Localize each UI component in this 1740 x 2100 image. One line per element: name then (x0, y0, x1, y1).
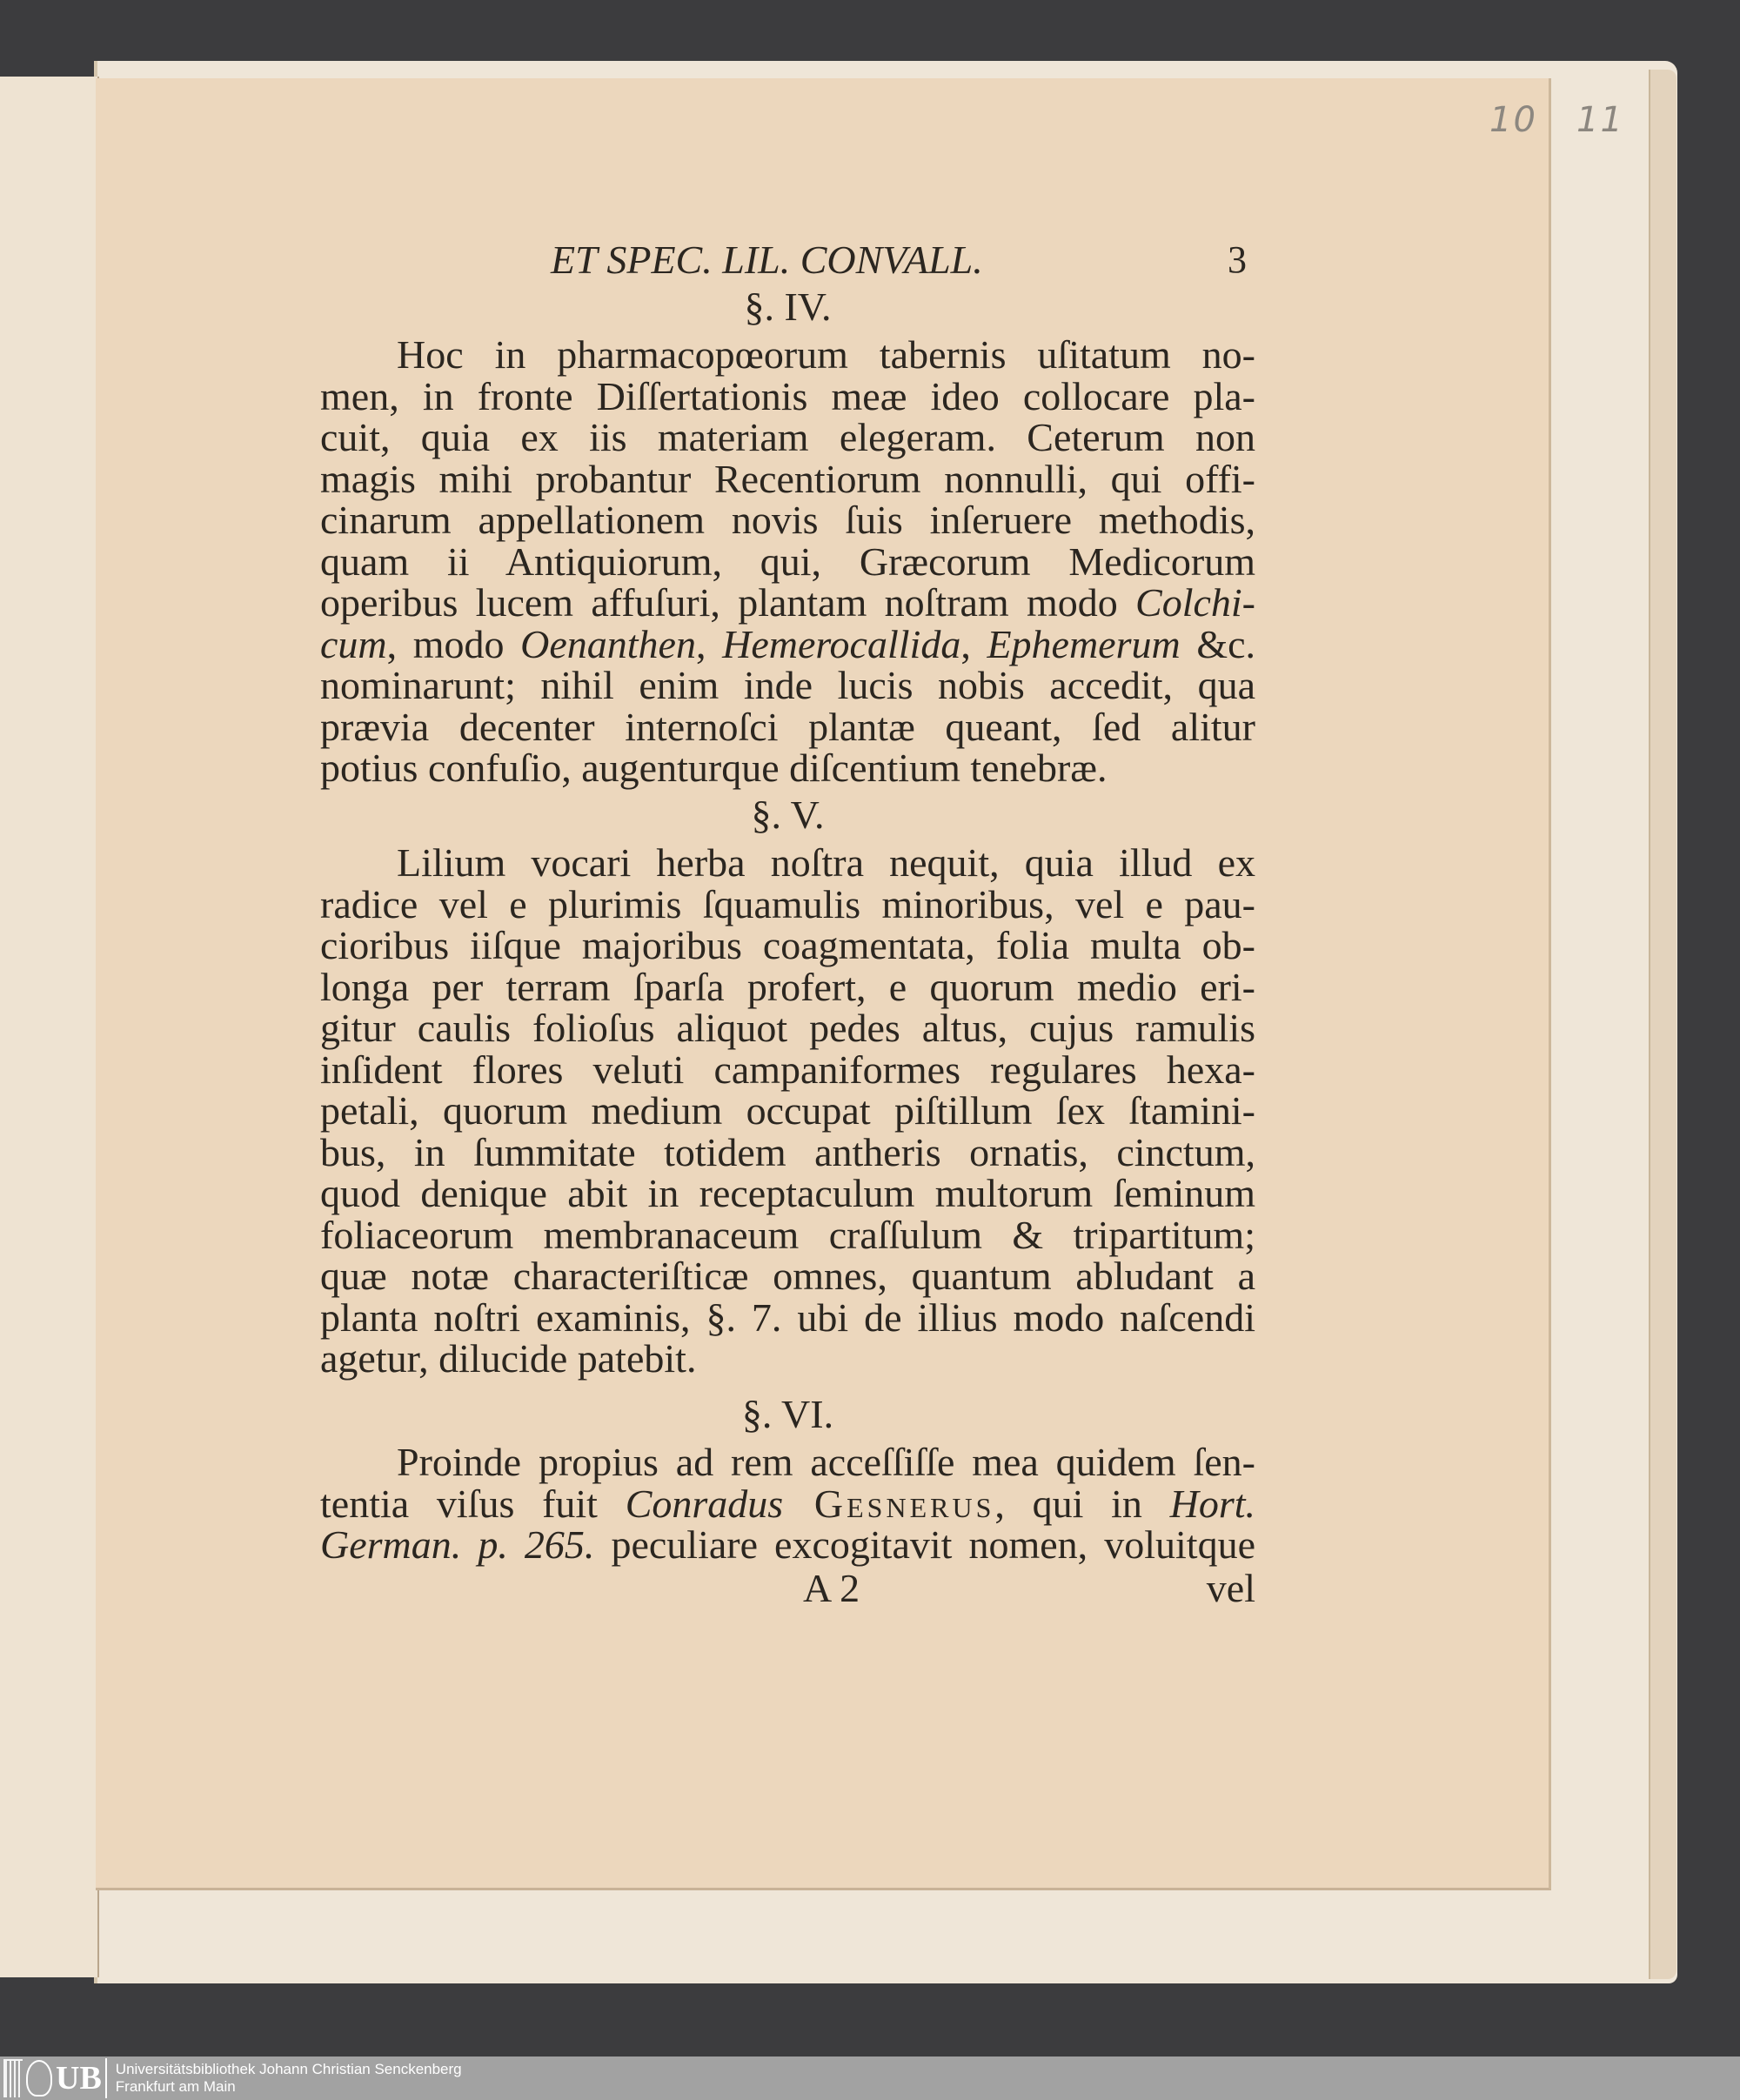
institution-name: Universitätsbibliothek Johann Christian Senckenberg (115, 2061, 462, 2077)
page-text (320, 239, 1255, 1608)
page-number: 3 (1228, 238, 1247, 281)
author-firstname: Conradus (625, 1481, 784, 1526)
section-iv-body (320, 334, 1255, 789)
italic-term: cum (320, 621, 387, 666)
section-vi-body (320, 1441, 1255, 1566)
pencil-folio-mark: 10 (1489, 100, 1537, 140)
text-line: quæ notæ characteriſticæ omnes, quantum abludant a (320, 1254, 1255, 1298)
italic-term: Oenanthen (520, 621, 696, 666)
italic-term: Colchi- (1135, 580, 1255, 625)
facing-page-strip (0, 77, 99, 1977)
italic-term: Ephemerum (987, 621, 1181, 666)
text-line: quam ii Antiquiorum, qui, Græcorum Medicorum (320, 538, 1255, 584)
citation: Hort. (1169, 1481, 1256, 1526)
citation: German. p. 265. (320, 1522, 595, 1567)
text-line: cioribus iiſque majoribus coagmentata, folia multa ob- (320, 923, 1255, 967)
text-line: operibus lucem affuſuri, plantam noſtram modo Colchi- (320, 580, 1255, 625)
text-line: petali, quorum medium occupat piſtillum ſex ſtamini- (320, 1088, 1255, 1133)
text-run: tentia viſus fuit (320, 1481, 626, 1526)
text-run: , qui in (994, 1481, 1170, 1526)
text-line: agetur, dilucide patebit. (320, 1336, 697, 1381)
sheet-edge (1649, 70, 1676, 1979)
text-line: inſident flores veluti campaniformes regulares hexa- (320, 1047, 1255, 1092)
text-line: Proinde propius ad rem acceſſiſſe mea quidem ſen- (397, 1440, 1255, 1484)
text-line: gitur caulis folioſus aliquot pedes altus, cujus ramulis (320, 1006, 1255, 1050)
italic-term: Hemerocallida (722, 621, 961, 666)
signature-mark: A 2 (803, 1565, 860, 1610)
text-line: planta noſtri examinis, §. 7. ubi de illius modo naſcendi (320, 1294, 1255, 1340)
text-line: foliaceorum membranaceum craſſulum & tripartitum; (320, 1212, 1255, 1257)
portrait-icon (26, 2060, 52, 2097)
section-v-body (320, 842, 1255, 1380)
catchword: vel (1206, 1565, 1255, 1610)
text-line: prævia decenter internoſci plantæ queant, ſed alitur (320, 704, 1255, 749)
logo-text: UB (56, 2060, 102, 2097)
institution-city: Frankfurt am Main (115, 2078, 236, 2095)
text-line: cuit, quia ex iis materiam elegeram. Ceterum non (320, 415, 1255, 459)
footer-credit (116, 2061, 462, 2096)
text-line: magis mihi probantur Recentiorum nonnulli, qui offi- (320, 456, 1255, 501)
text-line: radice vel e plurimis ſquamulis minoribus, vel e pau- (320, 881, 1255, 926)
text-line: bus, in ſummitate totidem antheris ornatis, cinctum, (320, 1129, 1255, 1174)
text-line (320, 1524, 1255, 1566)
text-line: cinarum appellationem novis ſuis inſeruere methodis, (320, 498, 1255, 542)
section-heading: §. VI. (741, 1391, 834, 1436)
text-line: Hoc in pharmacopœorum tabernis uſitatum no- (397, 332, 1255, 377)
text-line: cum, modo Oenanthen, Hemerocallida, Ephemerum &c. (320, 621, 1256, 666)
text-line (320, 1483, 1255, 1525)
text-line: quod denique abit in receptaculum multorum ſeminum (320, 1171, 1255, 1215)
pencil-folio-mark: 11 (1576, 100, 1624, 140)
section-heading: §. IV. (744, 284, 832, 329)
text-line: potius confuſio, augenturque diſcentium tenebræ. (320, 746, 1108, 790)
text-line: longa per terram ſparſa profert, e quorum medio eri- (320, 964, 1255, 1009)
text-line: men, in fronte Diſſertationis meæ ideo collocare pla- (320, 373, 1255, 418)
section-heading: §. V. (751, 792, 825, 837)
library-footer (0, 2057, 1740, 2100)
running-head-title: ET SPEC. LIL. CONVALL. (551, 237, 983, 282)
author-surname: Gesnerus (783, 1481, 995, 1526)
text-run: peculiare excogitavit nomen, voluitque (594, 1522, 1256, 1567)
text-line: nominarunt; nihil enim inde lucis nobis accedit, qua (320, 663, 1255, 707)
logo-pillars-icon (3, 2059, 23, 2097)
running-head (551, 239, 1255, 281)
ub-logo[interactable] (3, 2058, 107, 2098)
text-line: Lilium vocari herba noſtra nequit, quia illud ex (397, 840, 1255, 885)
page-foot (320, 1565, 1255, 1610)
